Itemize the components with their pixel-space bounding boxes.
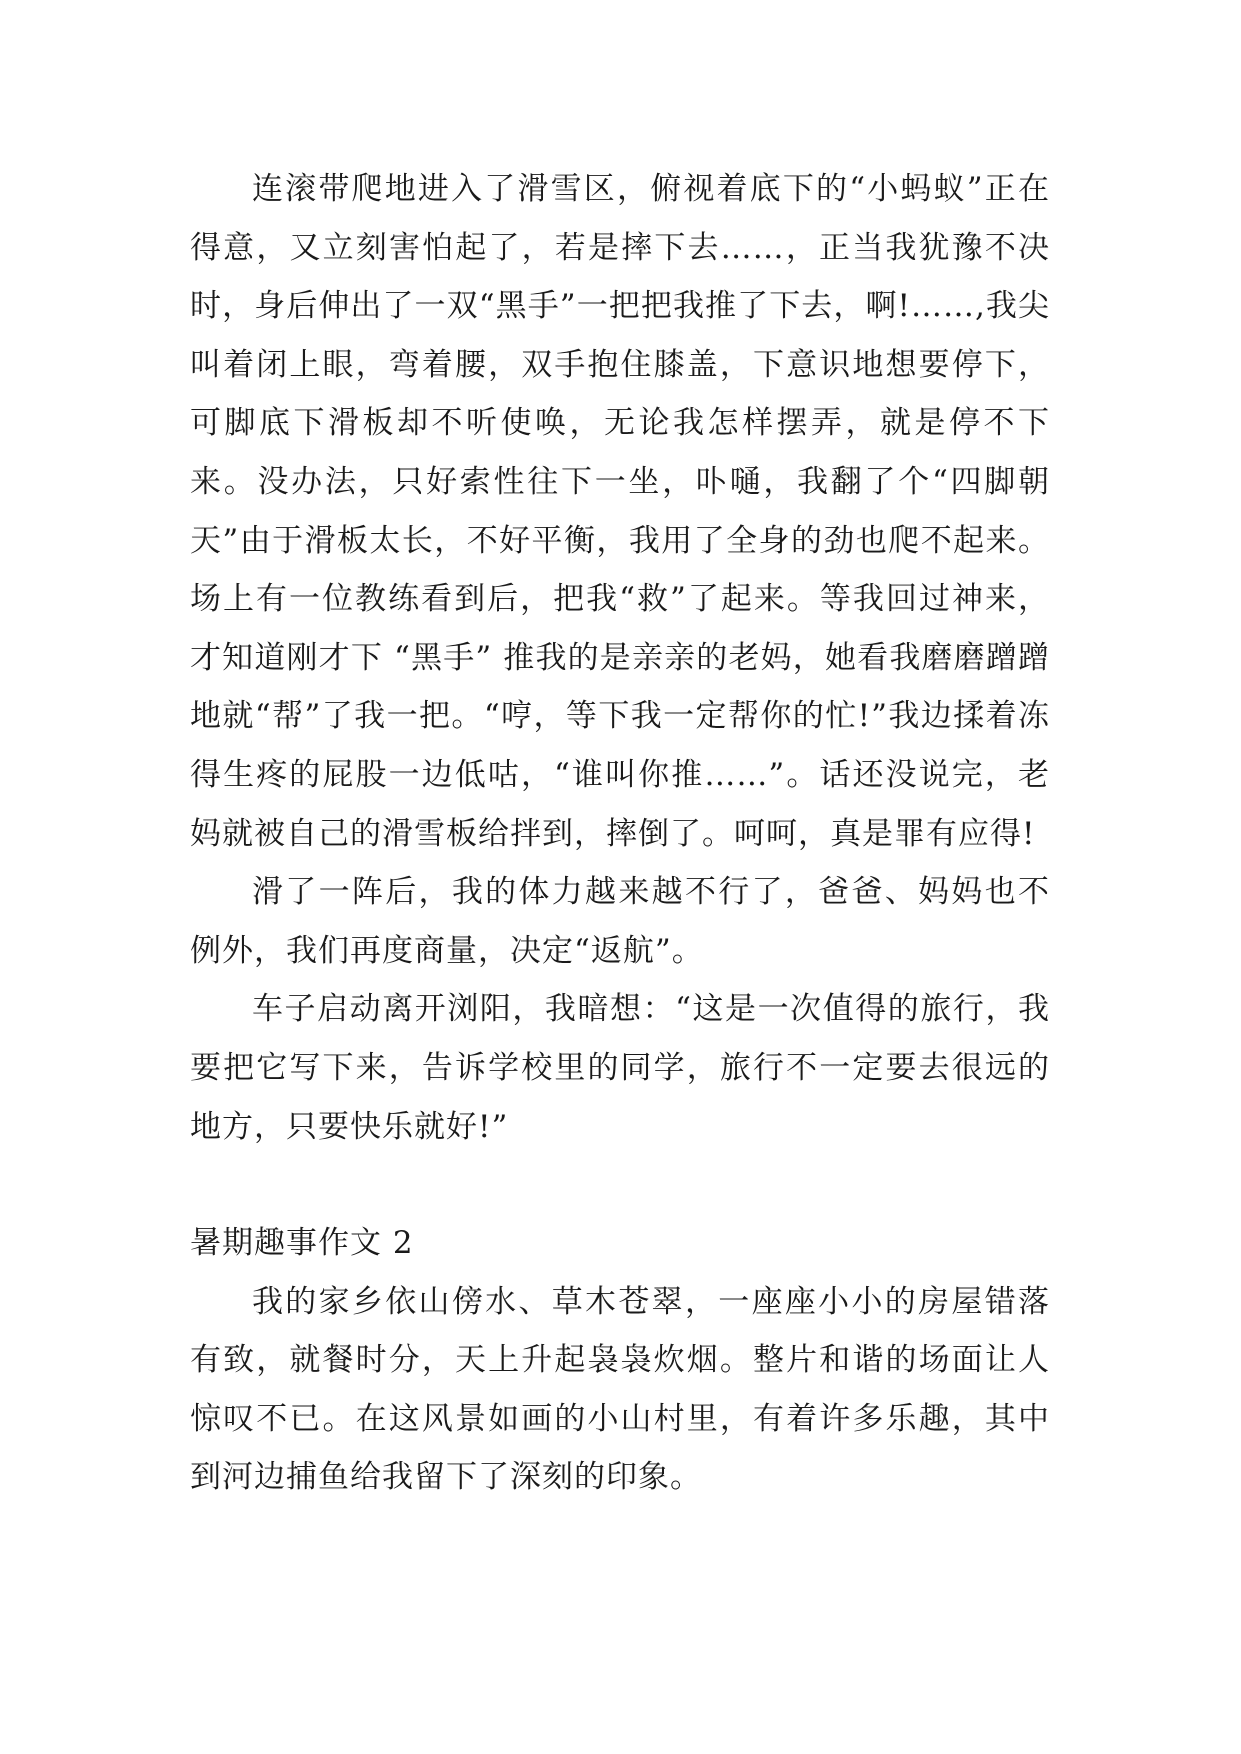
document-body — [190, 160, 1050, 1507]
paragraph-ski-fall: 连滚带爬地进入了滑雪区，俯视着底下的“小蚂蚁”正在得意，又立刻害怕起了，若是摔下去……，正当我犹豫不决时，身后伸出了一双“黑手”一把把我推了下去，啊!……,我尖叫着闭上眼，弯着腰，双手抱住膝盖，下意识地想要停下，可脚底下滑板却不听使唤，无论我怎样摆弄，就是停不下来。没办法，只好索性往下一坐，卟嗵，我翻了个“四脚朝天”由于滑板太长，不好平衡，我用了全身的劲也爬不起来。场上有一位教练看到后，把我“救”了起来。等我回过神来，才知道刚才下 “黑手” 推我的是亲亲的老妈，她看我磨磨蹭蹭地就“帮”了我一把。“哼，等下我一定帮你的忙!”我边揉着冻得生疼的屁股一边低咕，“谁叫你推……”。话还没说完，老妈就被自己的滑雪板给拌到，摔倒了。呵呵，真是罪有应得! — [190, 171, 1050, 852]
essay-heading: 暑期趣事作文 2 — [190, 1225, 414, 1262]
paragraph-leave-liuyang: 车子启动离开浏阳，我暗想：“这是一次值得的旅行，我要把它写下来，告诉学校里的同学，旅行不一定要去很远的地方，只要快乐就好!” — [190, 991, 1050, 1145]
paragraph-return: 滑了一阵后，我的体力越来越不行了，爸爸、妈妈也不例外，我们再度商量，决定“返航”。 — [190, 874, 1050, 969]
paragraph-hometown: 我的家乡依山傍水、草木苍翠，一座座小小的房屋错落有致，就餐时分，天上升起袅袅炊烟。整片和谐的场面让人惊叹不已。在这风景如画的小山村里，有着许多乐趣，其中到河边捕鱼给我留下了深刻的印象。 — [190, 1283, 1050, 1496]
